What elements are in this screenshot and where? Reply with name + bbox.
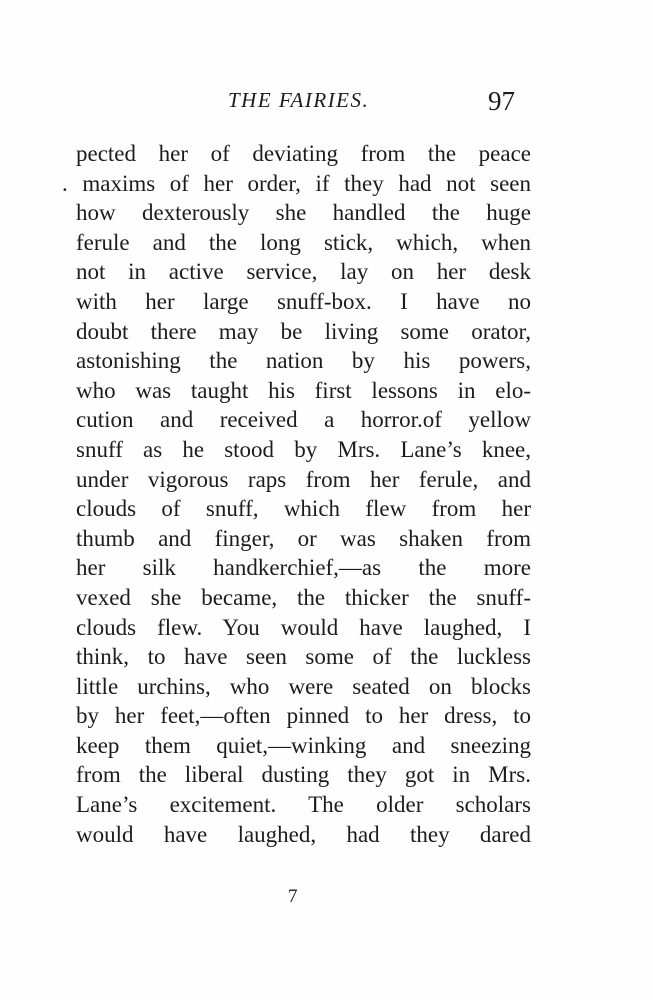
text-line: snuff as he stood by Mrs. Lane’s knee,	[76, 436, 531, 462]
running-title: THE FAIRIES.	[228, 88, 370, 112]
page-number: 97	[488, 86, 515, 116]
text-line: . maxims of her order, if they had not seen	[62, 170, 531, 196]
text-line: Lane’s excitement. The older scholars	[76, 792, 531, 818]
text-line: think, to have seen some of the luckless	[76, 644, 531, 670]
text-line: little urchins, who were seated on blocks	[76, 673, 531, 699]
text-line: clouds flew. You would have laughed, I	[76, 614, 531, 640]
text-line: cution and received a horror.of yellow	[76, 407, 531, 433]
running-head	[0, 86, 653, 122]
signature-mark: 7	[288, 886, 298, 907]
text-line: who was taught his first lessons in elo-	[76, 377, 531, 403]
text-line: pected her of deviating from the peace	[76, 141, 531, 166]
text-line: doubt there may be living some orator,	[76, 318, 531, 344]
text-line: not in active service, lay on her desk	[76, 259, 531, 285]
text-line: would have laughed, had they dared	[76, 821, 531, 847]
text-line: by her feet,—often pinned to her dress, to	[76, 703, 531, 729]
text-line: vexed she became, the thicker the snuff-	[76, 584, 531, 610]
text-line: with her large snuff-box. I have no	[76, 288, 531, 314]
text-line: astonishing the nation by his powers,	[76, 348, 531, 374]
text-line: her silk handkerchief,—as the more	[76, 555, 531, 581]
text-line: under vigorous raps from her ferule, and	[76, 466, 531, 492]
text-line: clouds of snuff, which flew from her	[76, 496, 531, 522]
text-line: thumb and finger, or was shaken from	[76, 525, 531, 551]
text-line: ferule and the long stick, which, when	[76, 229, 531, 255]
text-line: from the liberal dusting they got in Mrs.	[76, 762, 531, 788]
text-line: how dexterously she handled the huge	[76, 200, 531, 226]
text-line: keep them quiet,—winking and sneezing	[76, 732, 531, 758]
body-text	[62, 139, 531, 849]
